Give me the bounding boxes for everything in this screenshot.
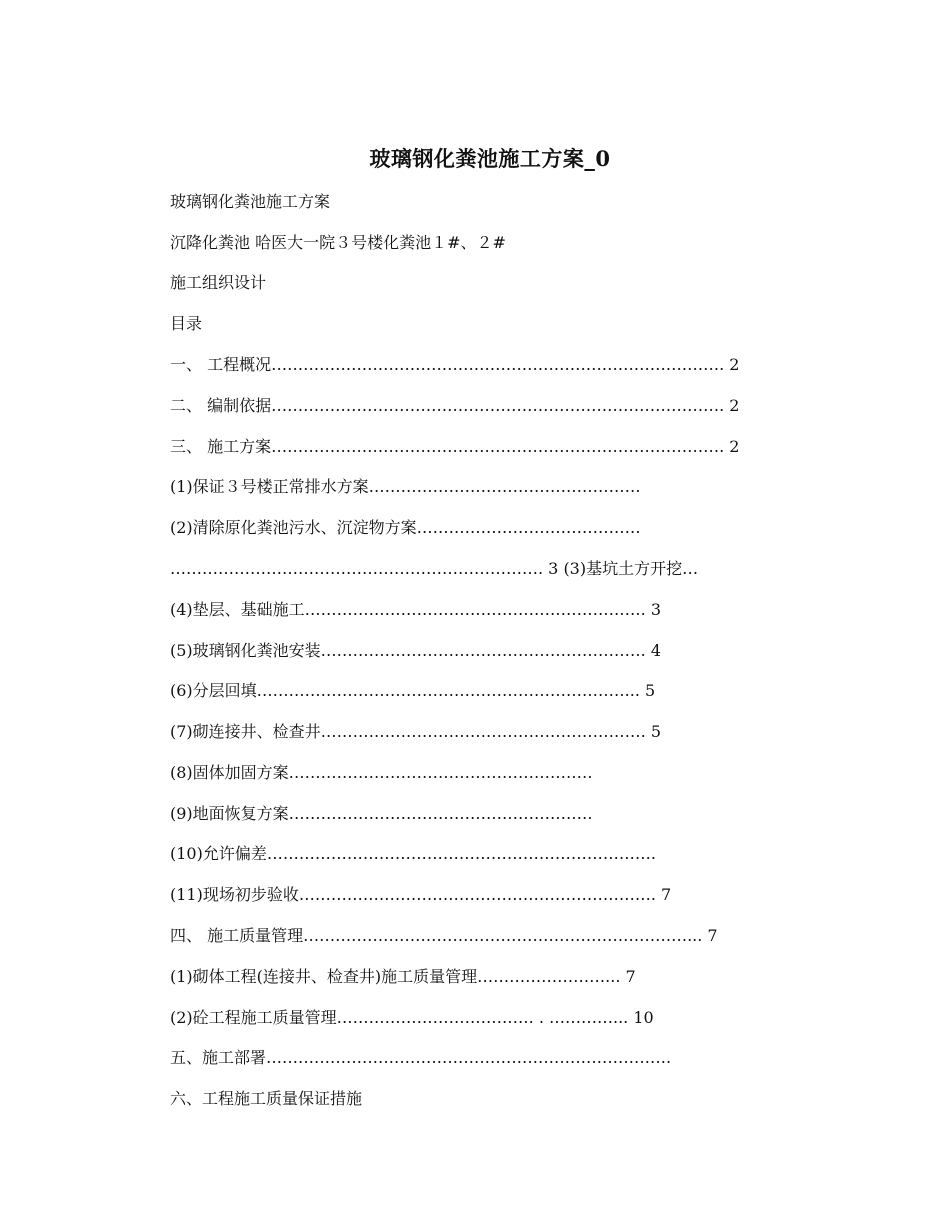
toc-entry: 二、 编制依据…………………………………………………………………………. 2	[170, 396, 740, 415]
toc-entry: (10)允许偏差……………………………………………………………….	[170, 844, 656, 863]
toc-entry: 三、 施工方案…………………………………………………………………………. 2	[170, 437, 740, 456]
toc-entry: ……………………………………………………………. 3 (3)基坑土方开挖…	[170, 559, 699, 578]
toc-entry: (7)砌连接井、检查井……………………………………………………. 5	[170, 722, 662, 741]
toc-entry: (1)保证３号楼正常排水方案……………………………………………	[170, 477, 641, 496]
toc-entry: 四、 施工质量管理………………………………………………………………... 7	[170, 926, 718, 945]
toc-entry: (4)垫层、基础施工………………………………………………………. 3	[170, 600, 662, 619]
toc-entry: (6)分层回填……………………………………………………………... 5	[170, 681, 656, 700]
document-title: 玻璃钢化粪池施工方案_0	[369, 146, 611, 171]
toc-entry: (8)固体加固方案…………………………………………………	[170, 763, 593, 782]
toc-entry: (2)砼工程施工质量管理………………………………. . …………... 10	[170, 1008, 654, 1027]
toc-entry: (2)清除原化粪池污水、沉淀物方案……………………………………	[170, 518, 641, 537]
toc-heading: 目录	[170, 314, 203, 333]
toc-entry: (1)砌体工程(连接井、检查井)施工质量管理……………………... 7	[170, 967, 636, 986]
toc-entry: (9)地面恢复方案…………………………………………………	[170, 804, 593, 823]
project-line: 沉降化粪池 哈医大一院３号楼化粪池１#、２#	[170, 233, 506, 252]
toc-entry: (5)玻璃钢化粪池安装……………………………………………………. 4	[170, 641, 662, 660]
subtitle-line: 玻璃钢化粪池施工方案	[170, 192, 331, 211]
toc-entry: (11)现场初步验收…………………………………………………………. 7	[170, 885, 672, 904]
toc-entry: 五、施工部署………………………………………………………………….	[170, 1048, 672, 1067]
design-line: 施工组织设计	[170, 273, 267, 292]
toc-entry: 六、工程施工质量保证措施	[170, 1089, 363, 1108]
toc-entry: 一、 工程概况…………………………………………………………………………. 2	[170, 355, 740, 374]
